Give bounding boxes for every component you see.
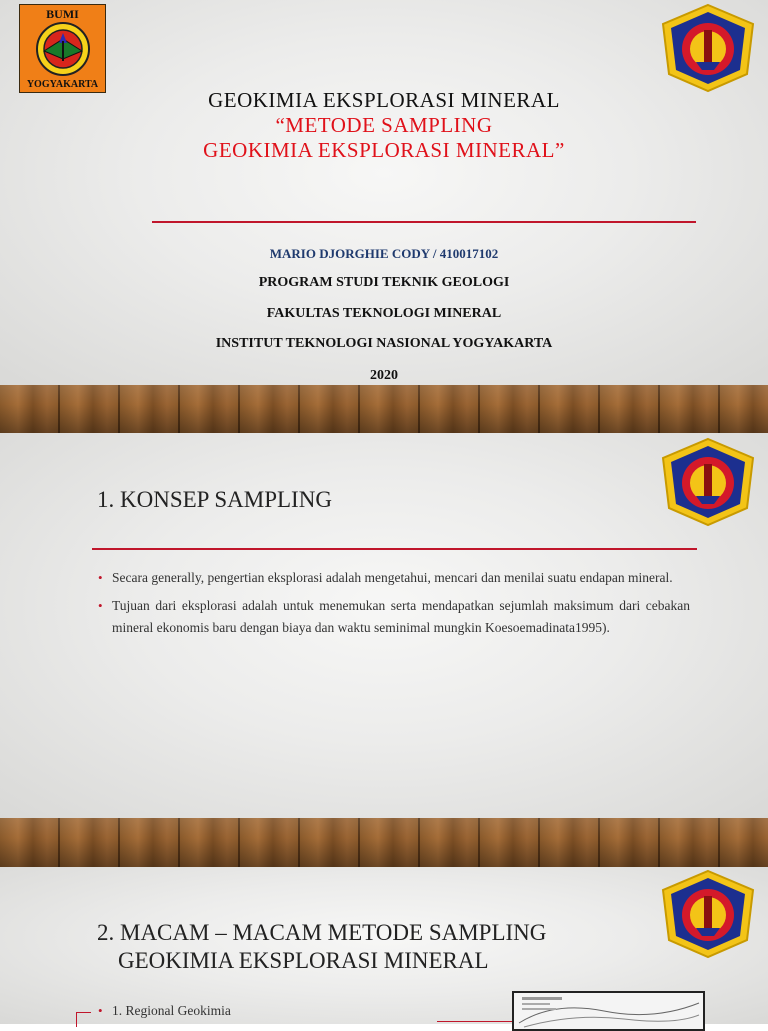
faculty-text: FAKULTAS TEKNOLOGI MINERAL <box>266 306 502 321</box>
bullet-list <box>96 567 690 645</box>
author-name: MARIO DJORGHIE CODY / 410017102 <box>269 246 499 261</box>
slide1-title: GEOKIMIA EKSPLORASI MINERAL <box>208 88 560 112</box>
bracket-connector <box>76 1012 91 1027</box>
bumi-logo <box>19 4 106 93</box>
slide3-title-line1: 2. MACAM – MACAM METODE SAMPLING <box>97 920 547 945</box>
list-item: • Tujuan dari eksplorasi adalah untuk menemukan serta mendapatkan sejumlah maksimum dari cebakan mineral ekonomis baru dengan biaya dan waktu seminimal mungkin Koesoemadinata1995). <box>96 595 690 639</box>
wood-floor-band <box>0 385 768 433</box>
regional-map-image <box>512 991 705 1031</box>
list-item: • Secara generally, pengertian eksplorasi adalah mengetahui, mencari dan menilai suatu endapan mineral. <box>96 567 690 589</box>
institute-text: INSTITUT TEKNOLOGI NASIONAL YOGYAKARTA <box>215 336 553 351</box>
connector-line <box>437 1021 512 1022</box>
slide1-subtitle-line1: “METODE SAMPLING <box>275 113 493 137</box>
slide1-subtitle-line2: GEOKIMIA EKSPLORASI MINERAL” <box>203 138 565 162</box>
bumi-emblem-icon <box>32 21 94 77</box>
slide2-title: 1. KONSEP SAMPLING <box>97 487 332 512</box>
wood-floor-band <box>0 818 768 867</box>
title-divider <box>152 221 696 223</box>
bumi-logo-top-text: BUMI <box>46 7 79 21</box>
itny-logo-icon <box>656 868 760 960</box>
section-divider <box>92 548 697 550</box>
list-item: • 1. Regional Geokimia <box>96 1000 296 1022</box>
year-text: 2020 <box>370 368 398 383</box>
title-slide <box>0 0 768 385</box>
itny-logo-icon <box>656 2 760 94</box>
slide3-title-line2: GEOKIMIA EKSPLORASI MINERAL <box>118 948 489 973</box>
bumi-logo-bottom-text: YOGYAKARTA <box>26 79 99 90</box>
itny-logo-icon <box>656 436 760 528</box>
program-text: PROGRAM STUDI TEKNIK GEOLOGI <box>258 275 510 290</box>
